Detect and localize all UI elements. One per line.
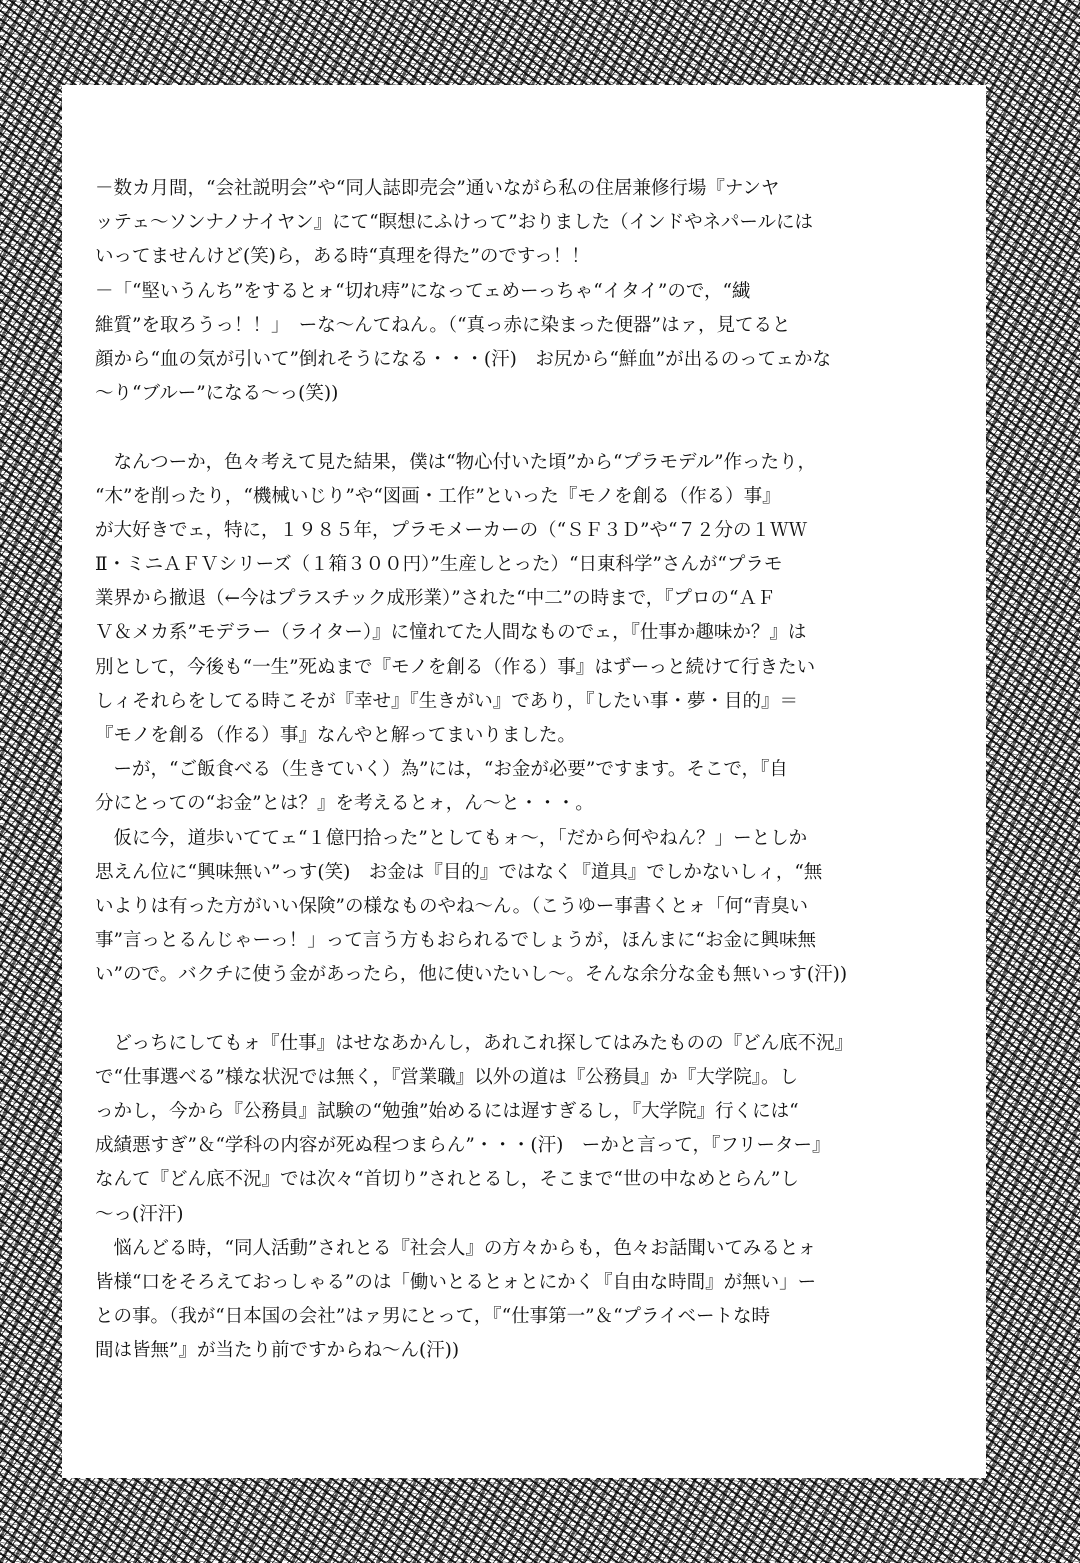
text-line: いってませんけど(笑)ら，ある時“真理を得た”のですっ！！	[95, 246, 590, 268]
text-line: 思えん位に“興味無い”っす(笑) お金は『目的』ではなく『道具』でしかないしィ，“無	[95, 861, 823, 883]
text-line: ～っ(汗汗)	[95, 1203, 184, 1225]
text-line: 皆様“口をそろえておっしゃる”のは「働いとるとォとにかく『自由な時間』が無い」ー	[95, 1272, 817, 1293]
text-line: 悩んどる時，“同人活動”されとる『社会人』の方々からも，色々お話聞いてみるとォ	[95, 1237, 817, 1259]
text-line: －「“堅いうんち”をするとォ“切れ痔”になってェめーっちゃ“イタイ”ので，“繊	[95, 280, 751, 302]
text-line: どっちにしてもォ『仕事』はせなあかんし，あれこれ探してはみたものの『どん底不況』	[95, 1032, 854, 1054]
text-line: 業界から撤退（←今はプラスチック成形業）”された“中二”の時まで，『プロの“ＡＦ	[95, 588, 776, 610]
text-line: 成績悪すぎ”＆“学科の内容が死ぬ程つまらん”・・・(汗) ーかと言って，『フリーター』	[95, 1135, 831, 1157]
text-line: ～り“ブルー”になる～っ(笑))	[95, 383, 339, 405]
blank-line	[95, 411, 955, 445]
text-line: 維質”を取ろうっ！！」 ーな～んてねん。（“真っ赤に染まった便器”はァ，見てると	[95, 314, 791, 336]
text-line: い”ので。バクチに使う金があったら，他に使いたいし～。そんな余分な金も無いっす(汗))	[95, 964, 848, 986]
text-line: ーが，“ご飯食べる（生きていく）為”には，“お金が必要”ですます。そこで，『自	[95, 759, 788, 781]
text-line: 仮に今，道歩いててェ“１億円拾った”としてもォ～，「だから何やねん？」ーとしか	[95, 827, 808, 849]
text-line: ッテェ～ソンナノナイヤン』にて“瞑想にふけって”おりました（インドやネパールには	[95, 212, 814, 234]
text-line: 別として，今後も“一生”死ぬまで『モノを創る（作る）事』はずーっと続けて行きたい	[95, 656, 816, 678]
text-line: “木”を削ったり，“機械いじり”や“図画・工作”といった『モノを創る（作る）事』	[95, 485, 781, 507]
text-line: しィそれらをしてる時こそが『幸せ』『生きがい』であり，『したい事・夢・目的』＝	[95, 690, 799, 712]
text-line: っかし，今から『公務員』試験の“勉強”始めるには遅すぎるし，『大学院』行くには“	[95, 1101, 799, 1123]
text-line: との事。（我が“日本国の会社”はァ男にとって，『“仕事第一”＆“プライベートな時	[95, 1306, 770, 1328]
text-line: Ｖ＆メカ系”モデラー（ライター）』に憧れてた人間なものでェ，『仕事か趣味か？』は	[95, 622, 807, 644]
text-line: いよりは有った方がいい保険”の様なものやね～ん。（こうゆー事書くとォ「何“青臭い	[95, 895, 809, 917]
text-line: 顔から“血の気が引いて”倒れそうになる・・・(汗) お尻から“鮮血”が出るのってェかな	[95, 348, 832, 370]
text-line: Ⅱ・ミニＡＦＶシリーズ（１箱３００円）”生産しとった）“日東科学”さんが“プラモ	[95, 554, 783, 576]
text-line: なんつーか，色々考えて見た結果，僕は“物心付いた頃”から“プラモデル”作ったり，	[95, 451, 817, 473]
text-line: 事”言っとるんじゃーっ！」って言う方もおられるでしょうが，ほんまに“お金に興味無	[95, 930, 816, 952]
blank-line	[95, 993, 955, 1027]
essay-body	[95, 172, 955, 1369]
text-line: －数カ月間，“会社説明会”や“同人誌即売会”通いながら私の住居兼修行場『ナンヤ	[95, 178, 780, 199]
text-line: 分にとっての“お金”とは？』を考えるとォ，ん～と・・・。	[95, 793, 594, 815]
text-line: が大好きでェ，特に，１９８５年，プラモメーカーの（“ＳＦ３Ｄ”や“７２分の１ＷＷ	[95, 519, 807, 541]
text-line: 『モノを創る（作る）事』なんやと解ってまいりました。	[95, 725, 576, 746]
text-line: なんて『どん底不況』では次々“首切り”されとるし，そこまで“世の中なめとらん”し	[95, 1169, 799, 1191]
text-line: 間は皆無”』が当たり前ですからね～ん(汗))	[95, 1340, 460, 1362]
text-line: で“仕事選べる”様な状況では無く，『営業職』以外の道は『公務員』か『大学院』。し	[95, 1066, 799, 1088]
